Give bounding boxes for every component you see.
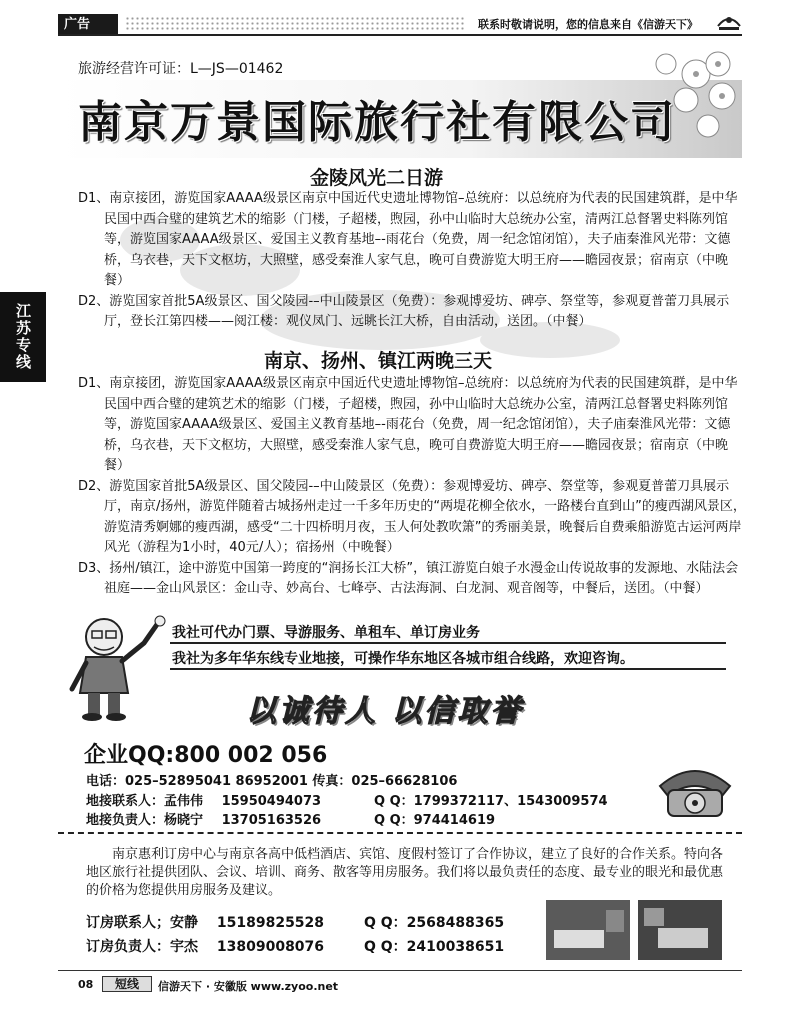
hotel-manager-line bbox=[86, 936, 505, 956]
hotel-contact-qq: Q Q：2568488365 bbox=[364, 915, 505, 931]
hotel-contact-label: 订房联系人； bbox=[86, 915, 170, 931]
footer-rule bbox=[58, 970, 742, 971]
local-manager-qq: Q Q：974414619 bbox=[374, 813, 496, 828]
tour1-day2: D2、游览国家首批5A级景区、国父陵园-–中山陵景区（免费）：参观博爱坊、碑亭、祭堂等，参观夏普蕾刀具展示厅，登长江第四楼——阅江楼：观仪凤门、远眺长江大桥，自由活动，送团。（中餐） bbox=[78, 293, 730, 329]
phone-fax-line: 电话：025–52895041 86952001 传真：025–66628106 bbox=[86, 774, 458, 789]
section-badge: 短线 bbox=[102, 976, 152, 992]
hotel-contact-phone: 15189825528 bbox=[216, 915, 325, 931]
hotel-contact-name: 安静 bbox=[170, 915, 198, 931]
hotel-manager-phone: 13809008076 bbox=[216, 939, 325, 955]
section-divider bbox=[58, 832, 742, 834]
tour2-day3: D3、扬州/镇江，途中游览中国第一跨度的“润扬长江大桥”，镇江游览白娘子水漫金山传说故事的发源地、水陆法会祖庭——金山风景区：金山寺、妙高台、七峰亭、古法海洞、白龙洞、观音阁等，中餐后，送团。（中餐） bbox=[78, 560, 739, 596]
hotel-manager-label: 订房负责人： bbox=[86, 939, 170, 955]
header-note: 联系时敬请说明，您的信息来自《信游天下》 bbox=[478, 18, 698, 31]
local-contact-qq: Q Q：1799372117、1543009574 bbox=[374, 794, 608, 809]
tour2-title: 南京、扬州、镇江两晚三天 bbox=[264, 350, 493, 372]
tour1-title: 金陵风光二日游 bbox=[310, 167, 444, 189]
service-line-2: 我社为多年华东线专业地接，可操作华东地区各城市组合线路，欢迎咨询。 bbox=[170, 648, 726, 670]
local-contact-phone: 15950494073 bbox=[221, 794, 322, 809]
local-manager-phone: 13705163526 bbox=[221, 813, 322, 828]
tour1-day1: D1、南京接团，游览国家AAAA级景区南京中国近代史遗址博物馆–总统府：以总统府为代表的民国建筑群，是中华民国中西合璧的建筑艺术的缩影（门楼，子超楼，煦园，孙中山临时大总统办公室，清两江总督署史料陈列馆等，游览国家AAAA级景区、爱国主义教育基地–-雨花台（免费，周一纪念馆闭馆），夫子庙秦淮风光带：文德桥，乌衣巷，天下文枢坊，大照壁，感受秦淮人家气息，晚可自费游览大明王府——瞻园夜景；宿南京（中晚餐） bbox=[78, 191, 738, 288]
telephone-icon bbox=[652, 746, 738, 822]
hotel-manager-qq: Q Q：2410038651 bbox=[364, 939, 505, 955]
local-manager-label: 地接负责人： bbox=[86, 813, 165, 828]
ad-tag: 广告 bbox=[58, 14, 118, 36]
hotel-contact-line bbox=[86, 912, 505, 932]
hotel-room-photo-1 bbox=[546, 900, 630, 960]
footer bbox=[58, 974, 742, 994]
local-manager-name: 杨晓宁 bbox=[164, 813, 204, 828]
company-name: 南京万景国际旅行社有限公司 bbox=[78, 97, 676, 148]
side-tab-jiangsu: 江苏专线 bbox=[0, 292, 46, 382]
hotel-room-photo-2 bbox=[638, 900, 722, 960]
local-manager-line bbox=[86, 809, 496, 828]
service-line-1: 我社可代办门票、导游服务、单租车、单订房业务 bbox=[170, 622, 726, 644]
header-dot-pattern bbox=[125, 16, 465, 30]
hotel-manager-name: 宇杰 bbox=[170, 939, 198, 955]
local-contact-name: 孟伟伟 bbox=[164, 794, 204, 809]
travel-logo-icon bbox=[716, 12, 742, 32]
magazine-name: 信游天下 · 安徽版 www.zyoo.net bbox=[158, 980, 339, 993]
enterprise-qq: 企业QQ:800 002 056 bbox=[84, 743, 328, 768]
local-contact-line bbox=[86, 790, 608, 809]
guide-mascot-icon bbox=[62, 612, 172, 724]
local-contact-label: 地接联系人： bbox=[86, 794, 165, 809]
service-box bbox=[170, 622, 726, 670]
tour2-day1: D1、南京接团，游览国家AAAA级景区南京中国近代史遗址博物馆–总统府：以总统府为代表的民国建筑群，是中华民国中西合璧的建筑艺术的缩影（门楼，子超楼，煦园，孙中山临时大总统办公室，清两江总督署史料陈列馆等，游览国家AAAA级景区、爱国主义教育基地–-雨花台（免费，周一纪念馆闭馆），夫子庙秦淮风光带：文德桥，乌衣巷，天下文枢坊，大照壁，感受秦淮人家气息，晚可自费游览大明王府——瞻园夜景；宿南京（中晚餐） bbox=[78, 376, 738, 473]
page-number: 08 bbox=[78, 978, 94, 991]
tour1-itinerary bbox=[78, 189, 746, 333]
tour2-day2: D2、游览国家首批5A级景区、国父陵园-–中山陵景区（免费）：参观博爱坊、碑亭、祭堂等，参观夏普蕾刀具展示厅，南京/扬州，游览伴随着古城扬州走过一千多年历史的“两堤花柳全依水，一路楼台直到山”的瘦西湖风景区，游览清秀婀娜的瘦西湖，感受“二十四桥明月夜，玉人何处教吹箫”的秀丽美景，晚餐后自费乘船游览古运河两岸风光（游程为1小时，40元/人）；宿扬州（中晚餐） bbox=[78, 478, 746, 555]
tourism-license: 旅游经营许可证：L—JS—01462 bbox=[78, 61, 284, 77]
slogan: 以诚待人 以信取誉 bbox=[246, 694, 524, 729]
hotel-intro: 南京惠利订房中心与南京各高中低档酒店、宾馆、度假村签订了合作协议，建立了良好的合作关系。特向各地区旅行社提供团队、会议、培训、商务、散客等用房服务。我们将以最负责任的态度、最专业的眼光和最优惠的价格为您提供用房服务及建议。 bbox=[86, 847, 724, 898]
tour2-itinerary bbox=[78, 374, 746, 600]
